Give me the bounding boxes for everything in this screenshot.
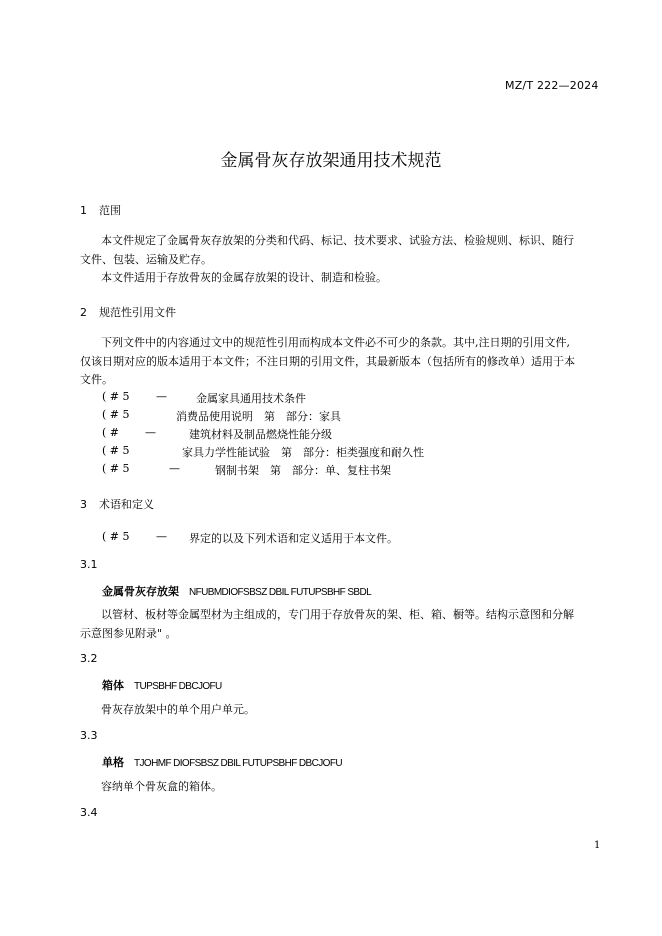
normative-refs-paragraph <box>80 334 598 390</box>
term-definition <box>80 606 598 643</box>
reference-item <box>102 426 332 441</box>
intro-text: 界定的以及下列术语和定义适用于本文件。 <box>189 532 398 545</box>
term-name-en: NFUBMDIOFSBSZ DBIL FUTUPSBHF SBDL <box>189 587 372 598</box>
reference-code: ( # 5 <box>102 390 130 403</box>
section-2-heading <box>80 304 176 320</box>
section-number: 1 <box>80 204 87 217</box>
section-3-heading <box>80 496 154 512</box>
section-title: 术语和定义 <box>99 498 154 511</box>
term-number: 3.3 <box>80 729 98 742</box>
text-line: 骨灰存放架中的单个用户单元。 <box>101 703 255 716</box>
reference-code: ( # 5 <box>102 444 130 457</box>
term-definition <box>80 701 598 720</box>
reference-item <box>102 390 306 405</box>
scope-paragraph <box>80 232 598 288</box>
reference-code: ( # <box>102 426 120 439</box>
text-line: 下列文件中的内容通过文中的规范性引用而构成本文件必不可少的条款。其中,注日期的引用文件, <box>101 336 570 349</box>
reference-item <box>102 462 391 477</box>
text-line: 仅该日期对应的版本适用于本文件；不注日期的引用文件，其最新版本（包括所有的修改单）适用于本 <box>80 354 575 368</box>
text-line: 示意图参见附录" 。 <box>80 626 177 640</box>
reference-code: ( # 5 <box>102 530 130 543</box>
term-number: 3.1 <box>80 558 98 571</box>
section-title: 范围 <box>99 204 121 217</box>
reference-item <box>102 444 424 459</box>
document-code: MZ/T 222—2024 <box>505 79 599 92</box>
reference-dash: — <box>156 530 167 543</box>
reference-dash: — <box>169 462 180 475</box>
text-line: 以管材、板材等金属型材为主组成的，专门用于存放骨灰的架、柜、箱、橱等。结构示意图和分解 <box>101 608 574 621</box>
term-heading <box>102 677 222 693</box>
text-line: 本文件规定了金属骨灰存放架的分类和代码、标记、技术要求、试验方法、检验规则、标识、随行 <box>101 234 574 247</box>
reference-title: 消费品使用说明 第 部分：家具 <box>176 410 341 423</box>
term-name-zh: 箱体 <box>102 679 124 692</box>
reference-item <box>102 408 341 423</box>
terms-intro <box>102 530 398 545</box>
term-name-zh: 单格 <box>102 756 124 769</box>
term-definition <box>80 778 598 797</box>
term-number: 3.2 <box>80 652 98 665</box>
section-1-heading <box>80 202 121 218</box>
page-title: 金属骨灰存放架通用技术规范 <box>220 151 442 171</box>
page-number: 1 <box>594 840 601 851</box>
reference-dash: — <box>156 390 167 403</box>
text-line: 容纳单个骨灰盒的箱体。 <box>101 780 222 793</box>
reference-title: 建筑材料及制品燃烧性能分级 <box>189 428 332 441</box>
term-name-en: TUPSBHF DBCJOFU <box>134 681 222 692</box>
term-heading <box>102 583 371 599</box>
text-line: 文件。 <box>80 373 113 386</box>
term-name-zh: 金属骨灰存放架 <box>102 585 179 598</box>
reference-code: ( # 5 <box>102 462 130 475</box>
reference-title: 钢制书架 第 部分：单、复柱书架 <box>215 464 391 477</box>
reference-title: 家具力学性能试验 第 部分：柜类强度和耐久性 <box>182 446 424 459</box>
term-name-en: TJOHMF DIOFSBSZ DBIL FUTUPSBHF DBCJOFU <box>134 758 342 769</box>
reference-title: 金属家具通用技术条件 <box>196 392 306 405</box>
text-line: 本文件适用于存放骨灰的金属存放架的设计、制造和检验。 <box>101 271 387 284</box>
section-number: 3 <box>80 498 87 511</box>
reference-code: ( # 5 <box>102 408 130 421</box>
section-number: 2 <box>80 306 87 319</box>
term-number: 3.4 <box>80 806 98 819</box>
reference-dash: — <box>145 426 156 439</box>
text-line: 文件、包装、运输及贮存。 <box>80 252 212 266</box>
term-heading <box>102 754 342 770</box>
section-title: 规范性引用文件 <box>99 306 176 319</box>
